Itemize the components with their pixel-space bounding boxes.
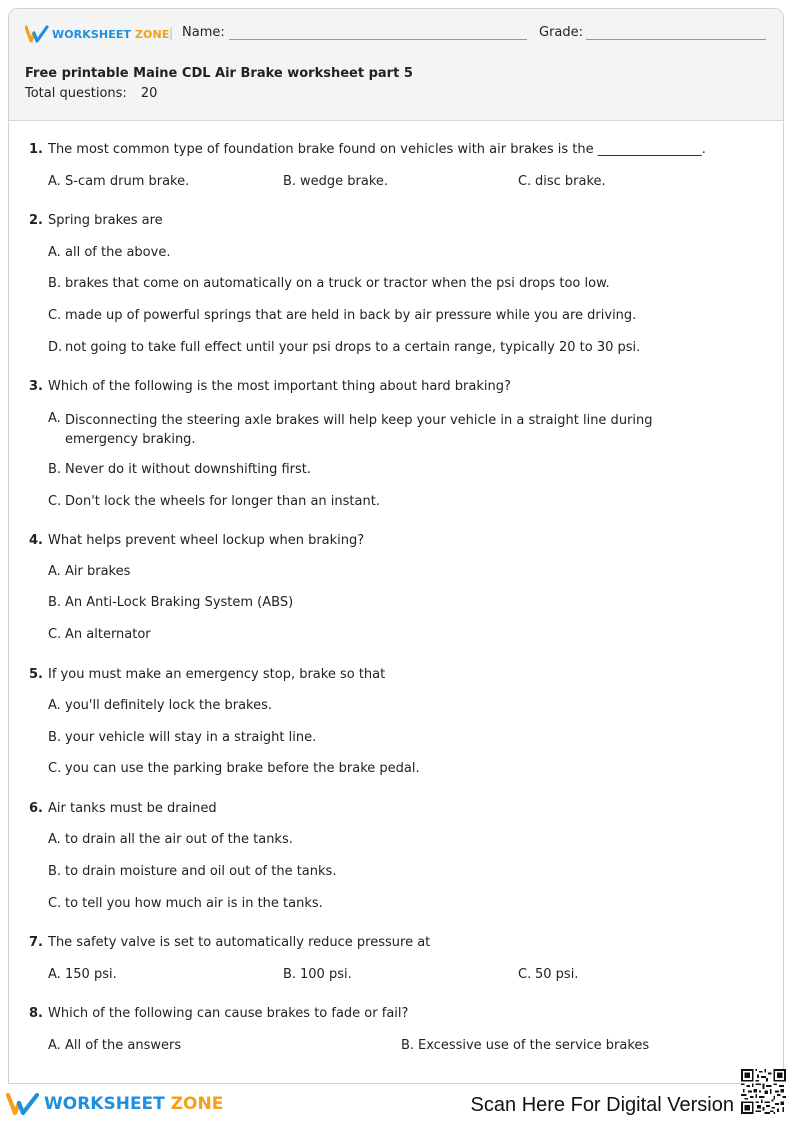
option-letter: B. [48, 730, 62, 745]
option-letter: C. [48, 494, 62, 509]
option-text: Excessive use of the service brakes [418, 1038, 650, 1053]
option-letter: B. [283, 967, 297, 982]
option-text: not going to take full effect until your psi drops to a certain range, typically 20 to 30 psi. [65, 340, 641, 355]
option-text: to drain all the air out of the tanks. [65, 832, 293, 847]
option-letter: C. [48, 627, 62, 642]
option-text: S-cam drum brake. [65, 174, 190, 189]
header-separator: | [169, 26, 174, 40]
question-number: 4. [29, 533, 43, 548]
option-letter: A. [48, 967, 61, 982]
option-letter: A. [48, 832, 61, 847]
option-letter: A. [48, 1038, 61, 1053]
brand-name [52, 28, 169, 41]
option-letter: C. [518, 967, 532, 982]
option-letter: B. [48, 864, 62, 879]
worksheet-title: Free printable Maine CDL Air Brake worksheet part 5 [25, 66, 413, 81]
grade-label: Grade: [539, 25, 584, 40]
grade-input-line[interactable] [586, 39, 766, 40]
question-text: What helps prevent wheel lockup when braking? [48, 533, 365, 548]
total-questions-value: 20 [140, 86, 158, 101]
brand-name-part: ZONE [134, 27, 170, 41]
option-text: An Anti-Lock Braking System (ABS) [65, 595, 294, 610]
question-text: Air tanks must be drained [48, 801, 217, 816]
option-text: to tell you how much air is in the tanks. [65, 896, 323, 911]
option-text: disc brake. [535, 174, 606, 189]
option-text: all of the above. [65, 245, 171, 260]
option-letter: A. [48, 564, 61, 579]
brand-logo [25, 25, 169, 43]
question-number: 6. [29, 801, 43, 816]
worksheetzone-logo-icon [6, 1092, 40, 1116]
option-text: made up of powerful springs that are held in back by air pressure while you are driving. [65, 308, 637, 323]
option-letter: A. [48, 411, 61, 426]
option-text: Don't lock the wheels for longer than an instant. [65, 494, 380, 509]
option-text: Disconnecting the steering axle brakes will help keep your vehicle in a straight line during emergency braking. [65, 413, 653, 447]
scan-caption: Scan Here For Digital Version [470, 1094, 734, 1116]
question-number: 1. [29, 142, 43, 157]
option-letter: C. [48, 308, 62, 323]
option-text: Air brakes [65, 564, 131, 579]
option-text: Never do it without downshifting first. [65, 462, 311, 477]
brand-name-part: WORKSHEET [52, 27, 132, 41]
name-label: Name: [182, 25, 225, 40]
option-letter: A. [48, 698, 61, 713]
worksheet-header [9, 9, 783, 121]
question-number: 2. [29, 213, 43, 228]
footer-brand-logo [6, 1092, 223, 1116]
option-text: brakes that come on automatically on a truck or tractor when the psi drops too low. [65, 276, 610, 291]
question-number: 3. [29, 379, 43, 394]
worksheet-sheet [8, 8, 784, 1084]
option-text: All of the answers [65, 1038, 182, 1053]
option-text: you'll definitely lock the brakes. [65, 698, 273, 713]
name-input-line[interactable] [229, 39, 527, 40]
footer-brand-name [44, 1094, 223, 1114]
question-number: 7. [29, 935, 43, 950]
option-letter: C. [518, 174, 532, 189]
option-letter: A. [48, 174, 61, 189]
option-text: An alternator [65, 627, 151, 642]
question-text: Which of the following is the most important thing about hard braking? [48, 379, 511, 394]
question-text: The safety valve is set to automatically reduce pressure at [48, 935, 431, 950]
qr-code-icon[interactable] [741, 1069, 786, 1114]
question-number: 8. [29, 1006, 43, 1021]
brand-name-part: ZONE [170, 1094, 224, 1114]
question-text: The most common type of foundation brake found on vehicles with air brakes is the ________________. [48, 142, 706, 157]
option-text: 50 psi. [535, 967, 579, 982]
option-letter: B. [401, 1038, 415, 1053]
question-text: Spring brakes are [48, 213, 163, 228]
worksheetzone-logo-icon [25, 25, 49, 43]
option-text: you can use the parking brake before the brake pedal. [65, 761, 420, 776]
option-text: wedge brake. [300, 174, 389, 189]
option-letter: B. [48, 276, 62, 291]
total-questions [25, 86, 157, 101]
question-number: 5. [29, 667, 43, 682]
option-text: your vehicle will stay in a straight line. [65, 730, 317, 745]
question-text: If you must make an emergency stop, brake so that [48, 667, 386, 682]
option-letter: C. [48, 896, 62, 911]
option-letter: B. [48, 462, 62, 477]
brand-name-part: WORKSHEET [44, 1094, 165, 1114]
option-text: 100 psi. [300, 967, 352, 982]
option-text: 150 psi. [65, 967, 117, 982]
total-questions-label: Total questions: [25, 86, 127, 101]
option-letter: C. [48, 761, 62, 776]
option-letter: D. [48, 340, 63, 355]
question-text: Which of the following can cause brakes to fade or fail? [48, 1006, 409, 1021]
option-letter: B. [48, 595, 62, 610]
option-letter: B. [283, 174, 297, 189]
option-letter: A. [48, 245, 61, 260]
option-text: to drain moisture and oil out of the tanks. [65, 864, 337, 879]
